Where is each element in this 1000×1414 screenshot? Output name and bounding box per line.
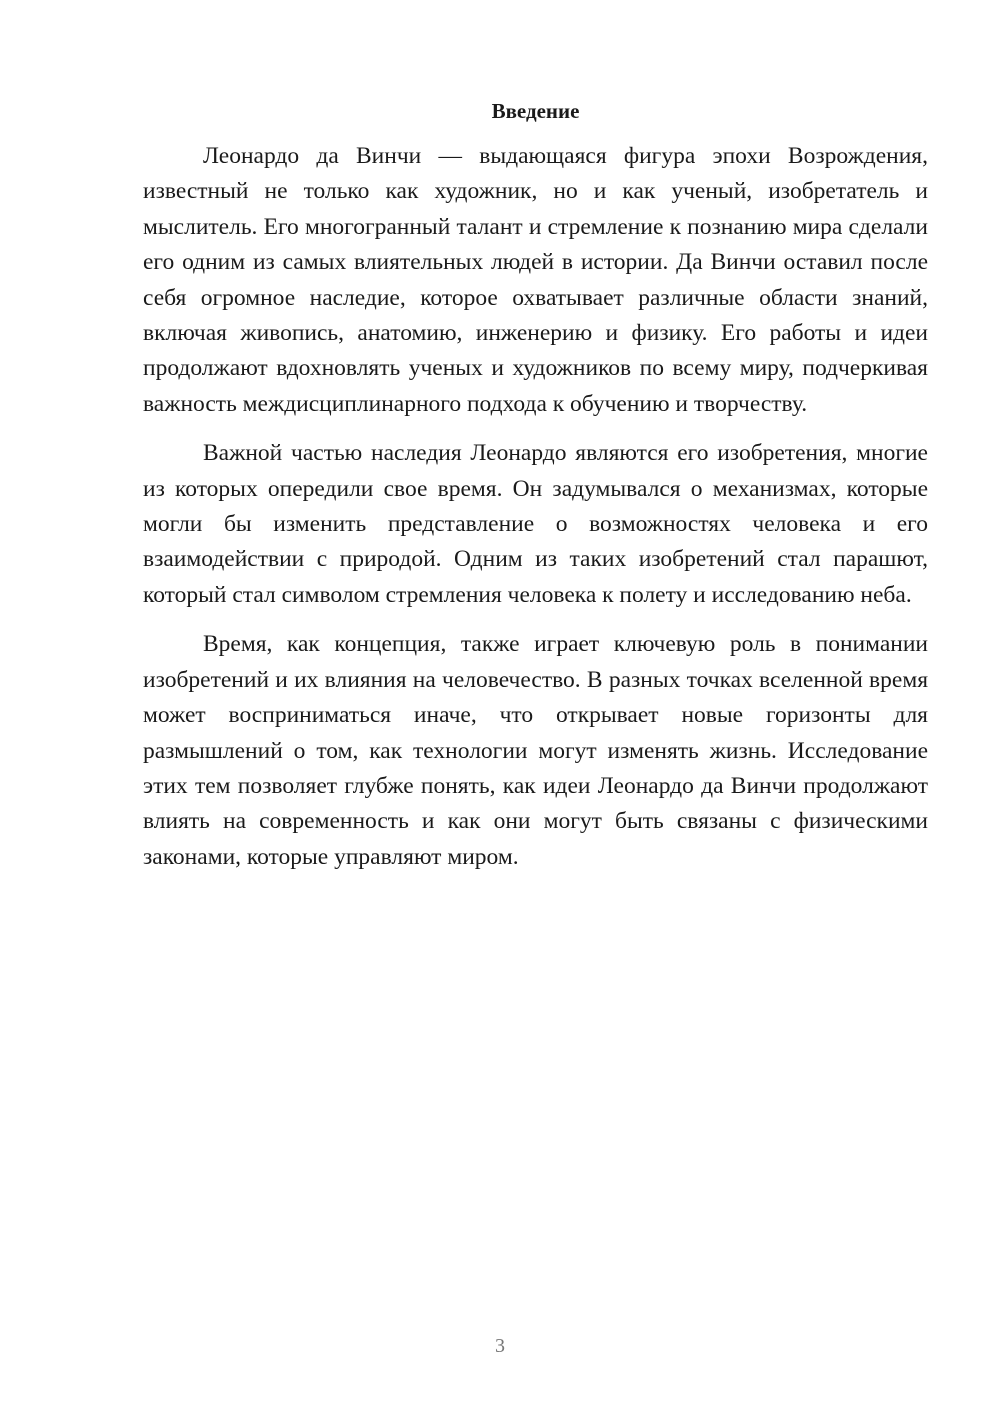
paragraph-1: Леонардо да Винчи — выдающаяся фигура эпохи Возрождения, известный не только как художник, но и как ученый, изобретатель и мыслитель. Его многогранный талант и стремление к познанию мира сделали его одним из самых влиятельных людей в истории. Да Винчи оставил после себя огромное наследие, которое охватывает различные области знаний, включая живопись, анатомию, инженерию и физику. Его работы и идеи продолжают вдохновлять ученых и художников по всему миру, подчеркивая важность междисциплинарного подхода к обучению и творчеству. (143, 143, 928, 417)
paragraph-3: Время, как концепция, также играет ключевую роль в понимании изобретений и их влияния на человечество. В разных точках вселенной время может восприниматься иначе, что открывает новые горизонты для размышлений о том, как технологии могут изменять жизнь. Исследование этих тем позволяет глубже понять, как идеи Леонардо да Винчи продолжают влиять на современность и как они могут быть связаны с физическими законами, которые управляют миром. (143, 631, 928, 870)
section-heading: Введение (491, 99, 580, 123)
page-content (143, 96, 928, 889)
paragraph-2: Важной частью наследия Леонардо являются его изобретения, многие из которых опередили свое время. Он задумывался о механизмах, которые могли бы изменить представление о возможностях человека и его взаимодействии с природой. Одним из таких изобретений стал парашют, который стал символом стремления человека к полету и исследованию неба. (143, 440, 928, 608)
page-number: 3 (495, 1335, 505, 1357)
